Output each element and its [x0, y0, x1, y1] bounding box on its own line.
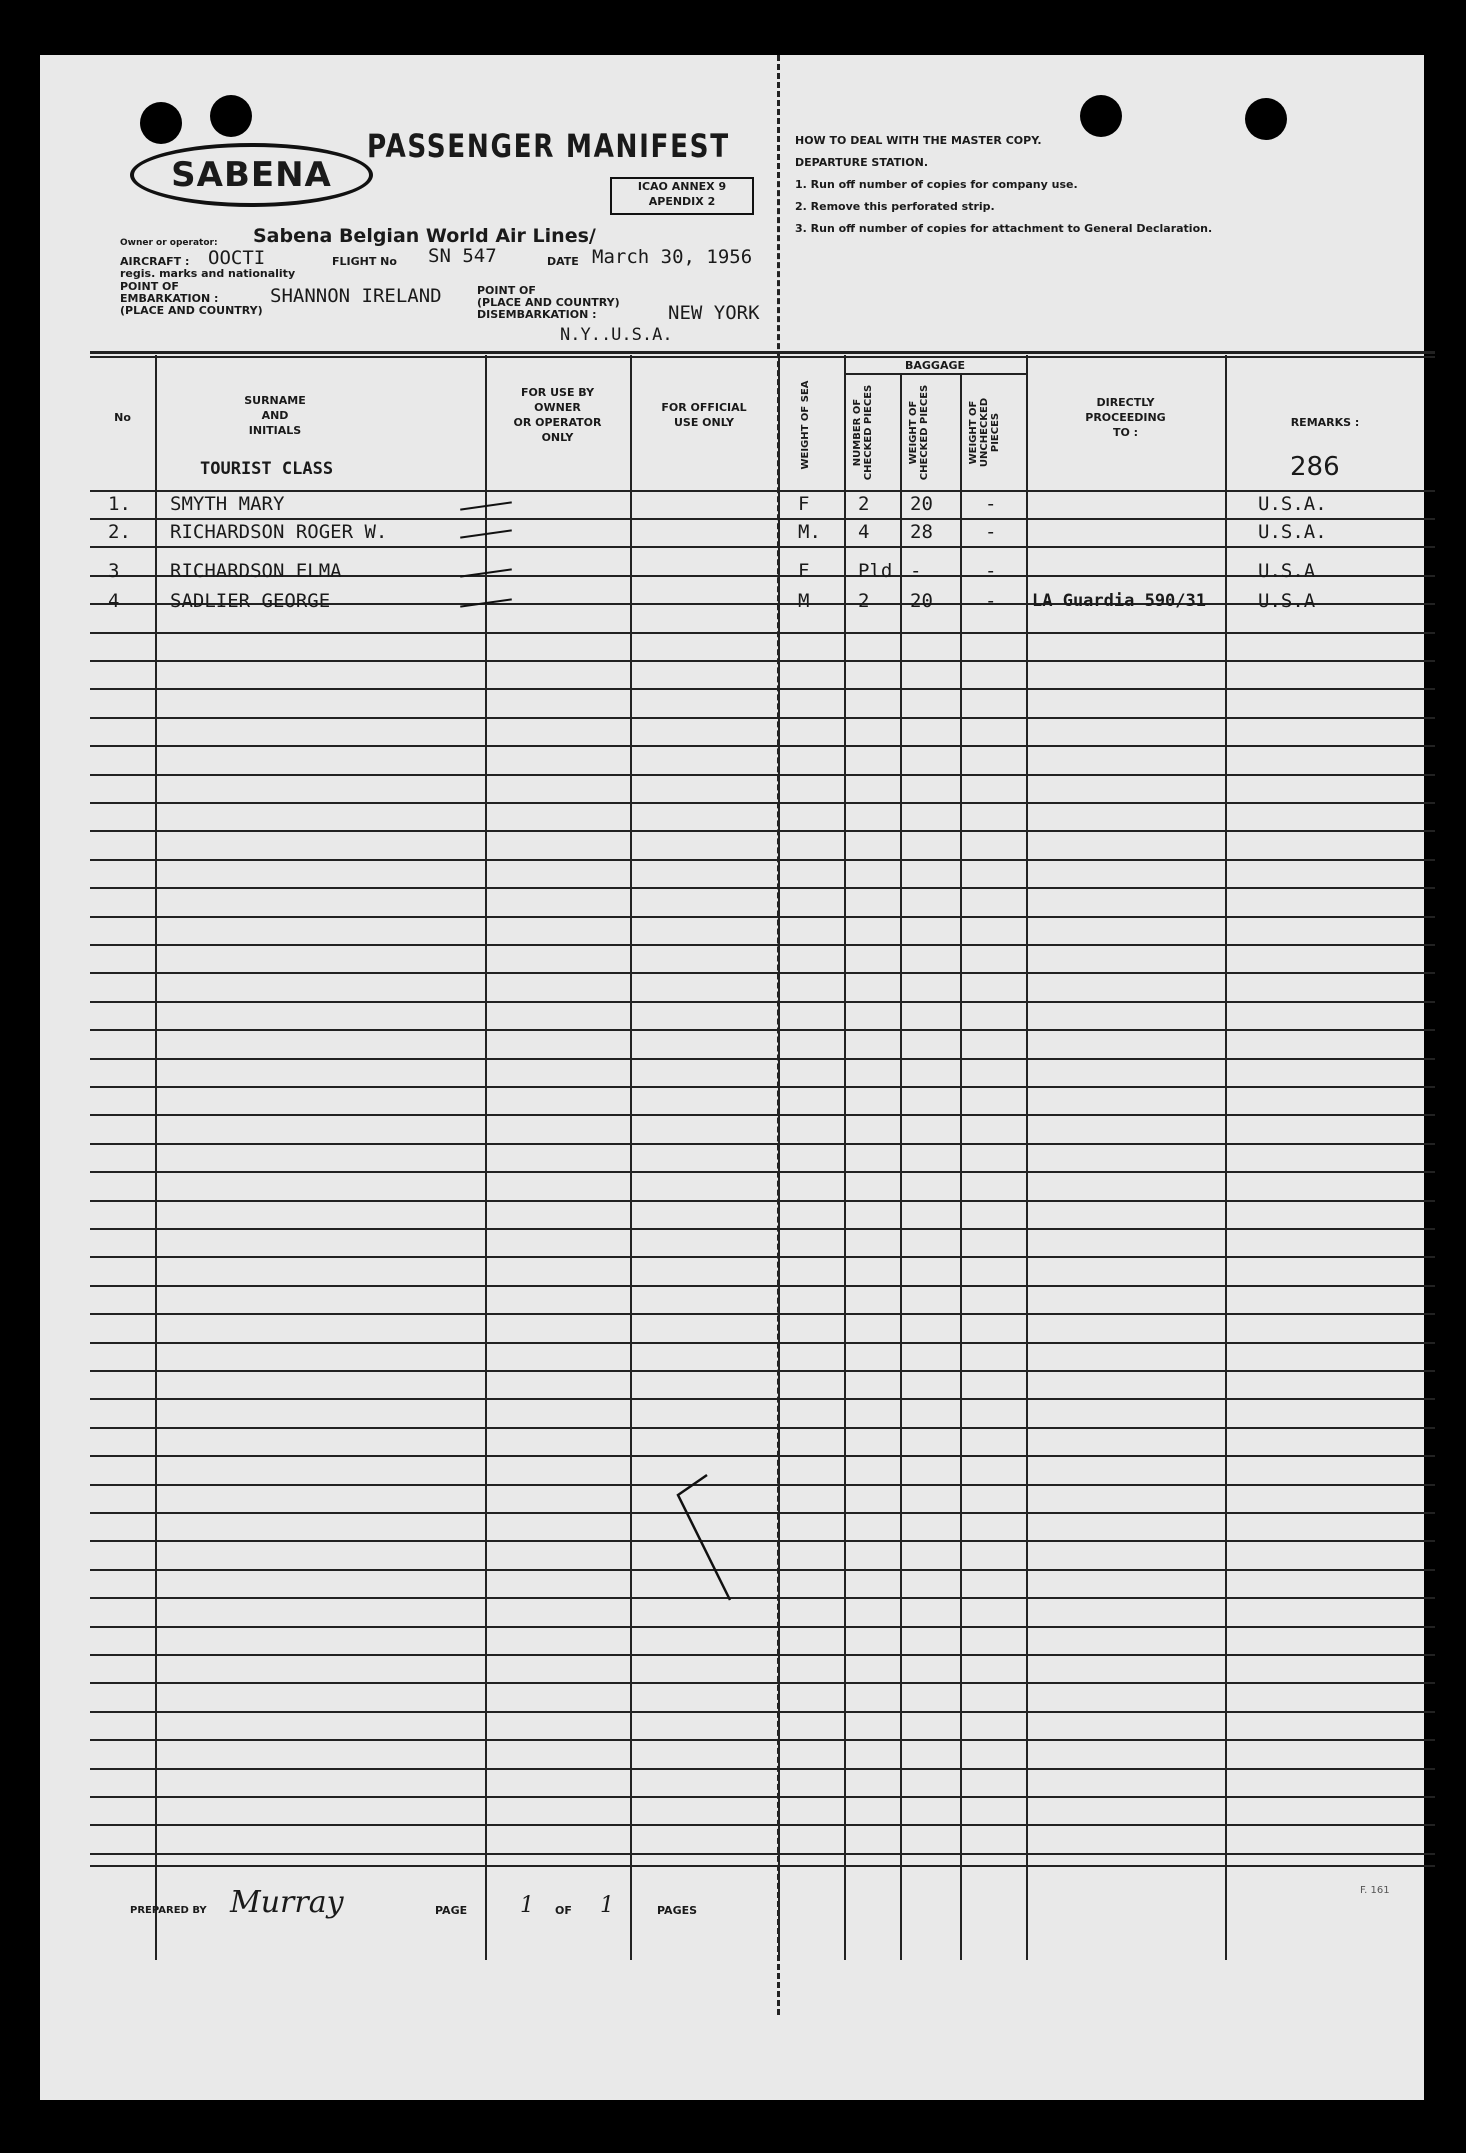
row-line — [90, 1342, 1435, 1344]
passenger-unchecked: - — [985, 521, 997, 543]
row-line — [90, 774, 1435, 776]
instruction-line: 2. Remove this perforated strip. — [795, 200, 995, 213]
col-divider — [1026, 355, 1028, 1960]
row-line — [90, 1313, 1435, 1315]
table-top-border — [90, 351, 1435, 354]
passenger-weight: 28 — [910, 521, 933, 543]
row-line — [90, 859, 1435, 861]
col-header-num-checked: NUMBER OF CHECKED PIECES — [852, 384, 874, 481]
flight-value: SN 547 — [428, 245, 497, 267]
passenger-remarks: U.S.A — [1258, 590, 1316, 612]
passenger-no: 3 — [108, 560, 120, 582]
col-header-owner — [485, 385, 630, 445]
row-line — [90, 1370, 1435, 1372]
passenger-pieces: 2 — [858, 590, 870, 612]
row-line — [90, 1171, 1435, 1173]
row-line — [90, 1200, 1435, 1202]
row-line — [90, 830, 1435, 832]
row-line — [90, 1001, 1435, 1003]
header-line: USE ONLY — [673, 416, 735, 429]
row-line — [90, 887, 1435, 889]
row-line — [90, 1086, 1435, 1088]
punch-hole-icon — [140, 102, 182, 144]
col-header-weight-unchecked: WEIGHT OF UNCHECKED PIECES — [968, 397, 1001, 468]
icao-box — [610, 177, 754, 215]
prepared-label: PREPARED BY — [130, 1905, 207, 1916]
passenger-name: SMYTH MARY — [170, 493, 285, 515]
passenger-pieces: 4 — [858, 521, 870, 543]
col-divider — [844, 355, 846, 1960]
disembark-label — [477, 285, 620, 321]
header-line: DIRECTLY — [1096, 396, 1155, 409]
passenger-no: 1. — [108, 493, 131, 515]
signature: Murray — [230, 1885, 344, 1920]
instruction-line: 3. Run off number of copies for attachment to General Declaration. — [795, 222, 1213, 235]
col-header-no: No — [114, 411, 131, 424]
col-divider — [485, 355, 487, 1960]
sabena-logo: SABENA — [130, 143, 373, 207]
punch-hole-icon — [210, 95, 252, 137]
row-line — [90, 717, 1435, 719]
passenger-sea: M. — [798, 521, 821, 543]
row-line — [90, 802, 1435, 804]
embark-label — [120, 281, 263, 317]
page-label: PAGE — [435, 1904, 468, 1917]
row-line — [90, 1398, 1435, 1400]
header-line: ONLY — [541, 431, 574, 444]
row-line — [90, 1682, 1435, 1684]
col-header-baggage: BAGGAGE — [904, 359, 965, 372]
table-top-border — [90, 356, 1435, 358]
pages-label: PAGES — [657, 1904, 698, 1917]
row-line — [90, 1256, 1435, 1258]
passenger-name: RICHARDSON ROGER W. — [170, 521, 388, 543]
row-line — [90, 1796, 1435, 1798]
instruction-line: DEPARTURE STATION. — [795, 156, 928, 169]
col-header-directly — [1026, 395, 1225, 440]
instructions — [795, 130, 1212, 240]
regis-label: regis. marks and nationality — [120, 267, 296, 280]
class-label: TOURIST CLASS — [200, 459, 334, 479]
passenger-name: SADLIER GEORGE — [170, 590, 331, 612]
col-header-weight-checked: WEIGHT OF CHECKED PIECES — [908, 384, 930, 481]
aircraft-value: OOCTI — [208, 247, 266, 269]
passenger-unchecked: - — [985, 493, 997, 515]
col-divider — [1225, 355, 1227, 1960]
col-divider — [900, 373, 902, 1960]
row-line — [90, 1285, 1435, 1287]
header-line: TO : — [1112, 426, 1139, 439]
row-line — [90, 1228, 1435, 1230]
passenger-sea: M — [798, 590, 810, 612]
header-line: AND — [261, 409, 289, 422]
row-line — [90, 1824, 1435, 1826]
row-line — [90, 944, 1435, 946]
instruction-line: HOW TO DEAL WITH THE MASTER COPY. — [795, 134, 1042, 147]
passenger-remarks: U.S.A — [1258, 560, 1316, 582]
date-value: March 30, 1956 — [592, 246, 753, 268]
row-line — [90, 1455, 1435, 1457]
row-line — [90, 1626, 1435, 1628]
passenger-pieces: Pld — [858, 560, 893, 582]
row-line — [90, 1512, 1435, 1514]
header-line: OWNER — [534, 401, 581, 414]
disembark-label-line: DISEMBARKATION : — [477, 308, 597, 321]
row-line — [90, 972, 1435, 974]
header-line: INITIALS — [248, 424, 302, 437]
footer-line — [90, 1865, 1435, 1867]
header-bottom-line — [90, 490, 1435, 492]
of-value: 1 — [600, 1893, 614, 1918]
row-line — [90, 1058, 1435, 1060]
row-line — [90, 1654, 1435, 1656]
row-line — [90, 1484, 1435, 1486]
row-line — [90, 1597, 1435, 1599]
col-divider — [155, 355, 157, 1960]
disembark-value-2: N.Y..U.S.A. — [560, 325, 673, 345]
row-line — [90, 1853, 1435, 1855]
owner-value: Sabena Belgian World Air Lines/ — [253, 225, 596, 247]
page-title: PASSENGER MANIFEST — [367, 127, 730, 165]
col-header-official — [630, 400, 778, 430]
row-line — [90, 632, 1435, 634]
date-label: DATE — [547, 255, 579, 268]
icao-line: APENDIX 2 — [648, 195, 716, 208]
row-line — [90, 546, 1435, 548]
passenger-pieces: 2 — [858, 493, 870, 515]
embark-label-line: POINT OF — [120, 280, 179, 293]
header-line: FOR OFFICIAL — [661, 401, 747, 414]
passenger-remarks: U.S.A. — [1258, 493, 1327, 515]
row-line — [90, 916, 1435, 918]
passenger-sea: F — [798, 560, 810, 582]
row-line — [90, 1143, 1435, 1145]
row-line — [90, 745, 1435, 747]
passenger-remarks: U.S.A. — [1258, 521, 1327, 543]
passenger-sea: F — [798, 493, 810, 515]
row-line — [90, 1739, 1435, 1741]
col-divider — [778, 355, 780, 1960]
embark-label-line: (PLACE AND COUNTRY) — [120, 304, 263, 317]
row-line — [90, 1768, 1435, 1770]
row-line — [90, 1029, 1435, 1031]
baggage-divider — [844, 373, 1026, 375]
passenger-no: 4 — [108, 590, 120, 612]
passenger-no: 2. — [108, 521, 131, 543]
row-line — [90, 518, 1435, 520]
col-divider — [960, 373, 962, 1960]
passenger-weight: 20 — [910, 590, 933, 612]
disembark-label-line: (PLACE AND COUNTRY) — [477, 296, 620, 309]
owner-label: Owner or operator: — [120, 238, 218, 248]
page-number: 286 — [1290, 452, 1340, 482]
form-code: F. 161 — [1360, 1885, 1390, 1896]
row-line — [90, 1114, 1435, 1116]
passenger-unchecked: - — [985, 560, 997, 582]
row-line — [90, 1711, 1435, 1713]
disembark-value: NEW YORK — [668, 302, 760, 324]
col-header-weight-sea: WEIGHT OF SEA — [800, 380, 811, 470]
row-line — [90, 1540, 1435, 1542]
col-header-surname — [155, 393, 395, 438]
disembark-label-line: POINT OF — [477, 284, 536, 297]
page-value: 1 — [520, 1893, 534, 1918]
icao-line: ICAO ANNEX 9 — [637, 180, 727, 193]
passenger-proceeding: LA Guardia 590/31 — [1032, 591, 1206, 611]
header-line: FOR USE BY — [520, 386, 595, 399]
aircraft-label: AIRCRAFT : — [120, 255, 190, 268]
passenger-name: RICHARDSON ELMA — [170, 560, 342, 582]
check-mark-icon — [660, 1470, 740, 1605]
col-header-remarks: REMARKS : — [1290, 416, 1360, 429]
row-line — [90, 688, 1435, 690]
row-line — [90, 660, 1435, 662]
flight-label: FLIGHT No — [332, 255, 397, 268]
punch-hole-icon — [1245, 98, 1287, 140]
passenger-weight: - — [910, 560, 922, 582]
row-line — [90, 1427, 1435, 1429]
instruction-line: 1. Run off number of copies for company use. — [795, 178, 1078, 191]
passenger-unchecked: - — [985, 590, 997, 612]
header-line: SURNAME — [244, 394, 306, 407]
embark-label-line: EMBARKATION : — [120, 292, 219, 305]
of-label: OF — [555, 1904, 572, 1917]
manifest-sheet — [40, 55, 1424, 2100]
embark-value: SHANNON IRELAND — [270, 285, 442, 307]
header-line: OR OPERATOR — [513, 416, 602, 429]
col-divider — [630, 355, 632, 1960]
passenger-weight: 20 — [910, 493, 933, 515]
header-line: PROCEEDING — [1085, 411, 1166, 424]
row-line — [90, 1569, 1435, 1571]
